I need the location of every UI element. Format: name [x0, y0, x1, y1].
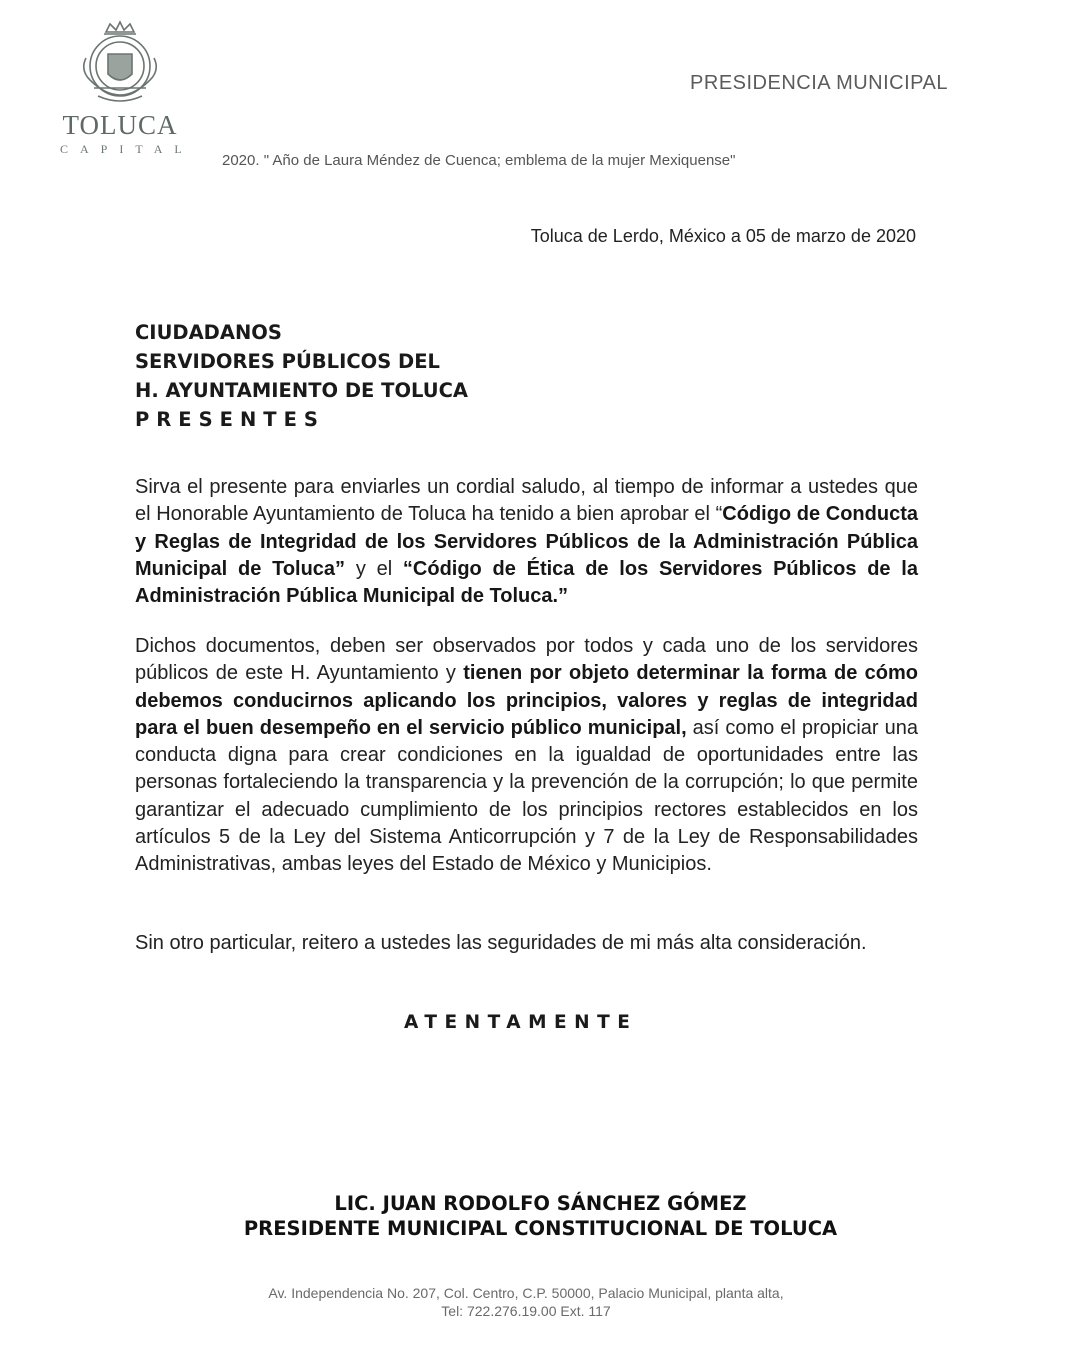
logo-subtitle: CAPITAL: [60, 142, 194, 156]
addressee-line-4: PRESENTES: [135, 408, 325, 431]
p2-bold: tienen por objeto determinar la forma de cómo debemos conducirnos aplicando los principios, valores y reglas de integridad para el buen desempeño en el servicio público municipal,: [135, 662, 918, 739]
year-motto: 2020. " Año de Laura Méndez de Cuenca; emblema de la mujer Mexiquense": [222, 152, 736, 169]
logo-wordmark: TOLUCA: [62, 110, 178, 140]
p2-text-b: así como el propiciar una conducta digna para crear condiciones en la igualdad de oportunidades entre las personas fortaleciendo la transparencia y la prevención de la corrupción; lo que permite garantizar el adecuado cumplimiento de los principios rectores establecidos en los artículos 5 de la Ley del Sistema Anticorrupción y 7 de la Ley de Responsabilidades Administrativas, ambas leyes del Estado de México y Municipios.: [135, 716, 918, 876]
date-line: Toluca de Lerdo, México a 05 de marzo de 2020: [530, 226, 916, 246]
addressee-block: [135, 318, 468, 434]
p1-text-b: y el: [345, 557, 403, 580]
coat-of-arms-icon: [76, 18, 164, 110]
paragraph-2: [135, 633, 918, 879]
p1-bold-b: “Código de Ética de los Servidores Públicos de la Administración Pública Municipal de Toluca.”: [135, 557, 918, 608]
closing: ATENTAMENTE: [404, 1012, 638, 1033]
paragraph-1: [135, 474, 918, 610]
footer-address: Av. Independencia No. 207, Col. Centro, C.P. 50000, Palacio Municipal, planta alta,: [268, 1285, 784, 1301]
p2-text-a: Dichos documentos, deben ser observados por todos y cada uno de los servidores públicos de este H. Ayuntamiento y: [135, 635, 918, 685]
office-heading: PRESIDENCIA MUNICIPAL: [690, 72, 948, 94]
toluca-logo: [60, 18, 194, 156]
paragraph-3: Sin otro particular, reitero a ustedes las seguridades de mi más alta consideración.: [135, 932, 867, 954]
signer-name: LIC. JUAN RODOLFO SÁNCHEZ GÓMEZ: [334, 1192, 747, 1215]
p1-bold-a: Código de Conducta y Reglas de Integridad de los Servidores Públicos de la Administración Pública Municipal de Toluca”: [135, 503, 918, 580]
signer-title: PRESIDENTE MUNICIPAL CONSTITUCIONAL DE TOLUCA: [243, 1217, 838, 1240]
footer-phone: Tel: 722.276.19.00 Ext. 117: [441, 1303, 611, 1319]
addressee-line-1: CIUDADANOS: [135, 321, 282, 344]
addressee-line-2: SERVIDORES PÚBLICOS DEL: [135, 350, 440, 373]
addressee-line-3: H. AYUNTAMIENTO DE TOLUCA: [135, 379, 469, 402]
p1-text-a: Sirva el presente para enviarles un cordial saludo, al tiempo de informar a ustedes que el Honorable Ayuntamiento de Toluca ha tenido a bien aprobar el “: [135, 476, 918, 526]
